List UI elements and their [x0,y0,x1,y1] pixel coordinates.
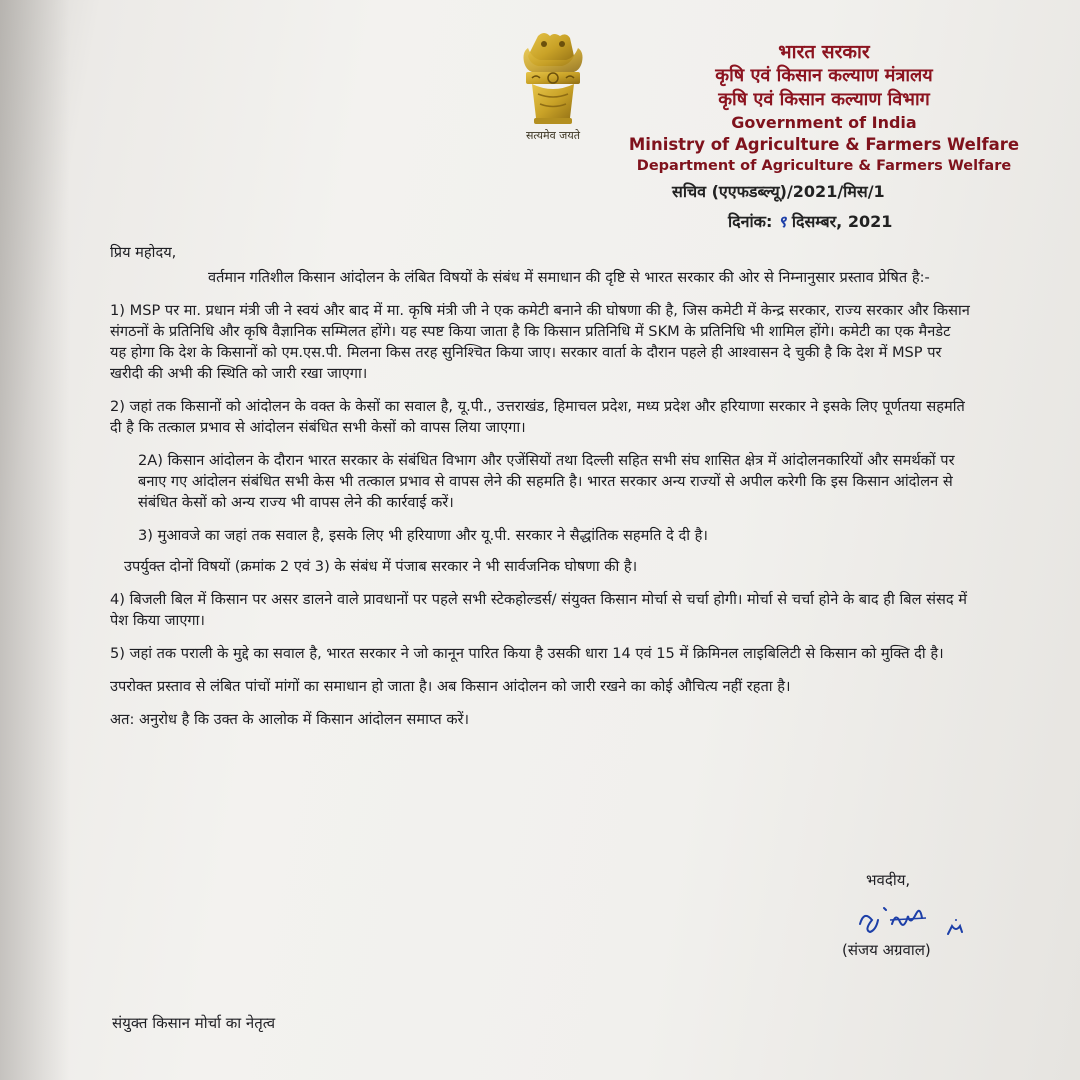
point-2: 2) जहां तक किसानों को आंदोलन के वक्त के केसों का सवाल है, यू.पी., उत्तराखंड, हिमाचल प्रदेश, मध्य प्रदेश और हरियाणा सरकार ने इसके लिए पूर्णतया सहमति दी है कि तत्काल प्रभाव से आंदोलन संबंधित सभी केसों को वापस लिया जाएगा। [110,398,965,436]
letter-date [728,210,892,232]
point-3-note: उपर्युक्त दोनों विषयों (क्रमांक 2 एवं 3) के संबंध में पंजाब सरकार ने भी सार्वजनिक घोषणा की है। [124,558,638,575]
date-label: दिनांक: [728,212,773,231]
signoff-block [836,870,986,890]
ministry-header [614,40,1034,177]
request-line: अत: अनुरोध है कि उक्त के आलोक में किसान आंदोलन समाप्त करें। [110,711,470,728]
header-line-english-3: Department of Agriculture & Farmers Welfare [636,158,1012,174]
header-line-hindi-2: कृषि एवं किसान कल्याण मंत्रालय [715,65,933,86]
header-line-hindi-1: भारत सरकार [778,41,870,63]
signatory-name: (संजय अग्रवाल) [842,941,931,959]
date-rest: दिसम्बर, 2021 [791,212,893,231]
point-5: 5) जहां तक पराली के मुद्दे का सवाल है, भारत सरकार ने जो कानून पारित किया है उसकी धारा 14 एवं 15 में क्रिमिनल लाइबिलिटी से किसान को मुक्ति दी है। [110,645,944,662]
date-day-handwritten: ९ [777,212,787,231]
point-3: 3) मुआवजे का जहां तक सवाल है, इसके लिए भी हरियाणा और यू.पी. सरकार ने सैद्धांतिक सहमति दे दी है। [138,527,708,544]
intro-paragraph: वर्तमान गतिशील किसान आंदोलन के लंबित विषयों के संबंध में समाधान की दृष्टि से भारत सरकार की ओर से निम्नानुसार प्रस्ताव प्रेषित है:- [208,269,930,286]
header-line-hindi-3: कृषि एवं किसान कल्याण विभाग [718,89,930,110]
letter-body [110,242,970,730]
ashoka-emblem-icon [498,28,608,138]
summary-paragraph: उपरोक्त प्रस्ताव से लंबित पांचों मांगों का समाधान हो जाता है। अब किसान आंदोलन को जारी रखने का कोई औचित्य नहीं रहता है। [110,678,791,695]
header-line-english-1: Government of India [731,113,917,132]
salutation: प्रिय महोदय, [110,244,177,261]
paper-shadow [0,0,70,1080]
addressee: संयुक्त किसान मोर्चा का नेतृत्व [112,1014,276,1032]
reference-number: सचिव (एएफडब्ल्यू)/2021/मिस/1 [672,182,885,201]
point-2a: 2A) किसान आंदोलन के दौरान भारत सरकार के संबंधित विभाग और एजेंसियों तथा दिल्ली सहित सभी संघ शासित क्षेत्र में आंदोलनकारियों और समर्थकों पर बनाए गए आंदोलन संबंधित सभी केस भी तत्काल प्रभाव से वापस लेने की सहमति है। भारत सरकार अन्य राज्यों से अपील करेगी कि इस किसान आंदोलन से संबंधित केसों को अन्य राज्य भी वापस लेने की कार्रवाई करें। [138,452,955,511]
point-1: 1) MSP पर मा. प्रधान मंत्री जी ने स्वयं और बाद में मा. कृषि मंत्री जी ने एक कमेटी बनाने की घोषणा की है, जिस कमेटी में केन्द्र सरकार, राज्य सरकार और किसान संगठनों के प्रतिनिधि और कृषि वैज्ञानिक सम्मिलत होंगे। यह स्पष्ट किया जाता है कि किसान प्रतिनिधि में SKM के प्रतिनिधि भी शामिल होंगे। कमेटी का एक मैनडेट यह होगा कि देश के किसानों को एम.एस.पी. मिलना किस तरह सुनिश्चित किया जाए। सरकार वार्ता के दौरान पहले ही आश्वासन दे चुकी है कि देश में MSP पर खरीदी की अभी की स्थिति को जारी रखा जाएगा। [110,302,970,382]
closing-word: भवदीय, [866,871,911,889]
emblem-motto: सत्यमेव जयते [525,129,580,142]
header-line-english-2: Ministry of Agriculture & Farmers Welfare [628,135,1020,154]
signature-icon [852,898,972,942]
point-4: 4) बिजली बिल में किसान पर असर डालने वाले प्रावधानों पर पहले सभी स्टेकहोल्डर्स/ संयुक्त किसान मोर्चा से चर्चा होगी। मोर्चा से चर्चा होने के बाद ही बिल संसद में पेश किया जाएगा। [110,591,967,629]
